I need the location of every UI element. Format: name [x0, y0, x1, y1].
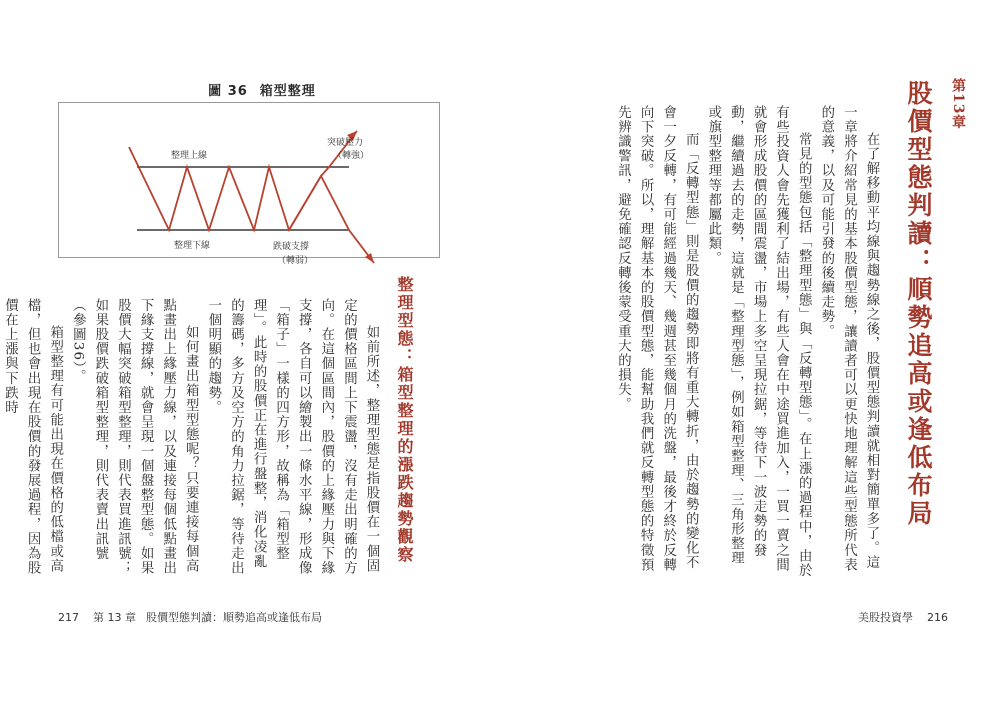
right-body-text: [580, 105, 882, 579]
chapter-label: 第13章: [950, 78, 966, 130]
breakdown-arrowhead: [365, 253, 374, 263]
label-breakout-up: 突破壓力: [327, 138, 364, 148]
section-heading: 整理型態：箱型整理的漲跌趨勢觀察: [395, 276, 414, 564]
figure-title: [86, 80, 438, 99]
right-page: [500, 0, 1000, 707]
right-paragraph: 常見的型態包括「整理型態」與「反轉型態」。在上漲的過程中，由於有些投資人會先獲利了結出場，有些人會在中途買進加入，一買一賣之間就會形成股價的區間震盪，市場上多空呈現拉鋸，等待下一波走勢的發動，繼續過去的走勢，這就是「整理型態」，例如箱型整理、三角形整理或旗型整理等都屬此類。: [705, 105, 812, 578]
label-breakout-down: 跌破支撐: [273, 242, 310, 252]
page-number: 216: [927, 611, 948, 624]
footer-title: 股價型態判讀：順勢追高或逢低布局: [146, 611, 322, 624]
label-breakout-down-note: （轉弱）: [277, 256, 314, 266]
figure-36: [58, 80, 438, 266]
label-breakout-up-note: （轉強）: [333, 151, 370, 161]
figure-number: 圖 36: [208, 84, 248, 99]
left-footer: [58, 609, 322, 625]
left-paragraph: 如何畫出箱型型態呢？只要連接每個高點畫出上緣壓力線，以及連接每個低點畫出下緣支撐線，就會呈現一個盤整型態。如果股價大幅突破箱型整理，則代表買進訊號；如果股價跌破箱型整理，則代表賣出訊號（參圖36）。: [70, 298, 199, 576]
label-upper-line: 整理上線: [171, 151, 208, 161]
left-paragraph: 箱型整理有可能出現在價格的低檔或高檔，但也會出現在股價的發展過程，因為股價在上漲與下跌時: [2, 298, 63, 576]
box-pattern-diagram: [59, 103, 439, 266]
left-paragraph: 如前所述，整理型態是指股價在一個固定的價格區間上下震盪，沒有走出明確的方向。在這個區間內，股價的上緣壓力與下緣支撐，各自可以繪製出一條水平線，形成像「箱子」一樣的四方形，故稱為「箱型整理」。此時的股價正在進行盤整，消化凌亂的籌碼，多方及空方的角力拉鋸，等待走出一個明顯的趨勢。: [205, 298, 379, 576]
chapter-title: 股價型態判讀：順勢追高或逢低布局: [904, 80, 933, 528]
right-paragraph: 在了解移動平均線與趨勢線之後，股價型態判讀就相對簡單多了。這一章將介紹常見的基本股價型態，讓讀者可以更快地理解這些型態所代表的意義，以及可能引發的後續走勢。: [818, 105, 879, 573]
right-footer: [858, 609, 948, 625]
figure-caption: 箱型整理: [259, 84, 316, 99]
book-title: 美股投資學: [858, 611, 913, 624]
figure-box: [58, 102, 440, 266]
page-number: 217: [58, 611, 79, 624]
right-paragraph: 而「反轉型態」則是股價的趨勢即將有重大轉折，由於趨勢的變化不會一夕反轉，有可能經過幾天、幾週甚至幾個月的洗盤，最後才終於反轉向下突破。所以，理解基本的股價型態，能幫助我們就反轉型態的特徵預先辨識警訊，避免確認反轉後蒙受重大的損失。: [615, 105, 699, 573]
footer-chapter: 第 13 章: [93, 611, 136, 624]
label-lower-line: 整理下線: [174, 241, 211, 251]
left-body-text: [2, 298, 382, 576]
